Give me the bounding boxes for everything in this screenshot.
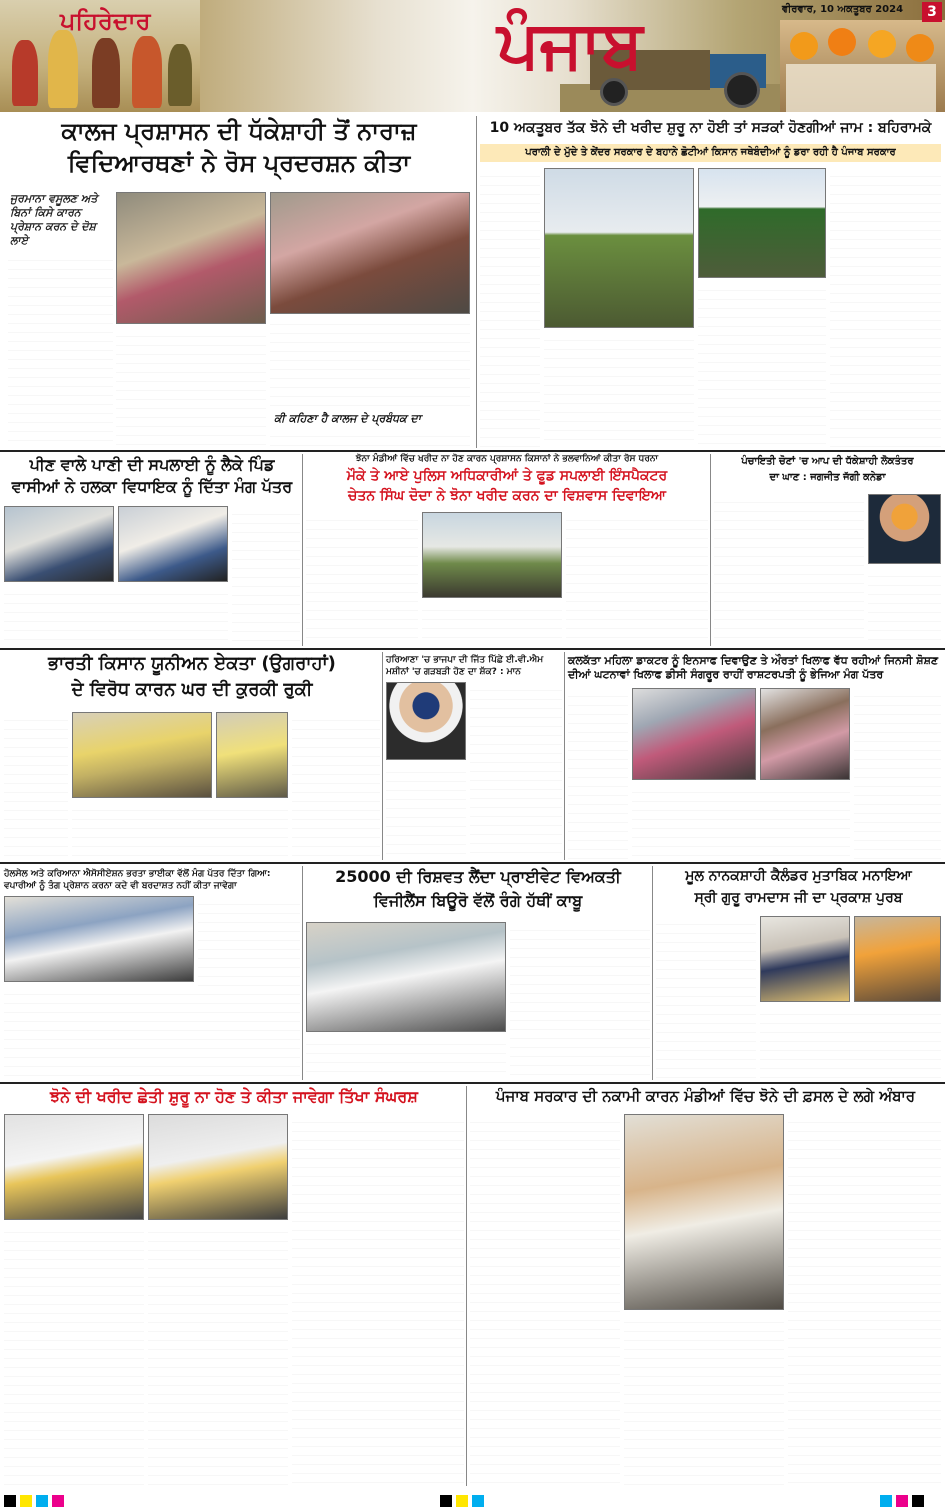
headline-line-2: ਸ੍ਰੀ ਗੁਰੂ ਰਾਮਦਾਸ ਜੀ ਦਾ ਪ੍ਰਕਾਸ਼ ਪੁਰਬ: [694, 890, 903, 906]
article-body-2: [624, 1314, 784, 1486]
article-body: [8, 252, 113, 448]
headline: ਪੀਣ ਵਾਲੇ ਪਾਣੀ ਦੀ ਸਪਲਾਈ ਨੂੰ ਲੈਕੇ ਪਿੰਡ: [29, 455, 275, 474]
article-body-3: [698, 282, 826, 448]
article-body: [232, 506, 300, 646]
masthead-date: ਵੀਰਵਾਰ, 10 ਅਕਤੂਬਰ 2024: [782, 4, 904, 15]
masthead: [0, 0, 945, 112]
article-body-2: [632, 784, 850, 860]
article-drinking-water: [4, 454, 300, 646]
article-vigilance-bribe: [306, 866, 650, 1080]
article-body-2: [868, 568, 941, 646]
headline-line-2: ਵਿਦਿਆਰਥਣਾਂ ਨੇ ਰੋਸ ਪ੍ਰਦਰਸ਼ਨ ਕੀਤਾ: [67, 149, 411, 177]
article-photo: [422, 512, 562, 598]
article-body: [4, 712, 68, 860]
headline: ਕਲਕੱਤਾ ਮਹਿਲਾ ਡਾਕਟਰ ਨੂੰ ਇਨਸਾਫ ਦਿਵਾਉਣ ਤੇ ਔਰਤਾਂ ਖਿਲਾਫ ਵੱਧ ਰਹੀਆਂ ਜਿਨਸੀ ਸ਼ੋਸ਼ਣ ਦੀਆਂ ਘਟਨਾਵਾਂ ਖਿਲਾਫ ਡੀਸੀ ਸੰਗਰੂਰ ਰਾਹੀਂ ਰਾਸ਼ਟਰਪਤੀ ਨੂੰ ਭੇਜਿਆ ਮੰਗ ਪੱਤਰ: [568, 654, 939, 681]
article-photo: [4, 896, 194, 982]
subhead: ਪਰਾਲੀ ਦੇ ਮੁੱਦੇ ਤੇ ਕੇਂਦਰ ਸਰਕਾਰ ਦੇ ਬਹਾਨੇ ਛੋਟੀਆਂ ਕਿਸਾਨ ਜਥੇਬੰਦੀਆਂ ਨੂੰ ਡਰਾ ਰਹੀ ਹੈ ਪੰਜਾਬ ਸਰਕਾਰ: [480, 144, 941, 162]
article-photo: [116, 192, 266, 324]
article-body-2: [422, 602, 562, 646]
article-body-2: [306, 1036, 506, 1080]
subhead: ਜੁਰਮਾਨਾ ਵਸੂਲਣ ਅਤੇ ਬਿਨਾਂ ਕਿਸੇ ਕਾਰਨ ਪ੍ਰੇਸ਼ਾਨ ਕਰਨ ਦੇ ਦੋਸ਼ ਲਾਏ: [10, 192, 98, 247]
section-name: ਪਹਿਰੇਦਾਰ: [60, 6, 151, 35]
article-photo-2: [270, 192, 470, 314]
article-body-3: [788, 1114, 941, 1486]
print-registration-strip: [0, 1490, 945, 1507]
article-photo-2: [760, 688, 850, 780]
headline: ਮੂਲ ਨਾਨਕਸ਼ਾਹੀ ਕੈਲੰਡਰ ਮੁਤਾਬਿਕ ਮਨਾਇਆ: [685, 868, 912, 884]
article-photo-2: [118, 506, 228, 582]
headline: ਹੋਲਸੇਲ ਅਤੇ ਕਰਿਆਨਾ ਐਸੋਸੀਏਸ਼ਨ ਭਰਤਾ ਭਾਈਕਾ ਵੱਲੋਂ ਮੰਗ ਪੱਤਰ ਦਿੱਤਾ ਗਿਆ: ਵਪਾਰੀਆਂ ਨੂੰ ਤੰਗ ਪ੍ਰੇਸ਼ਾਨ ਕਰਨਾ ਕਦੇ ਵੀ ਬਰਦਾਸ਼ਤ ਨਹੀਂ ਕੀਤਾ ਜਾਵੇਗਾ: [4, 869, 271, 891]
page-number: 3: [922, 2, 942, 22]
article-wholesale-association: [4, 866, 300, 1080]
headline-line-2: ਦਾ ਘਾਣ : ਜਗਜੀਤ ਜੱਗੀ ਕਨੇਡਾ: [769, 472, 886, 483]
headline: ਪੰਜਾਬ ਸਰਕਾਰ ਦੀ ਨਕਾਮੀ ਕਾਰਨ ਮੰਡੀਆਂ ਵਿੱਚ ਝੋਨੇ ਦੀ ਫ਼ਸਲ ਦੇ ਲਗੇ ਅੰਬਾਰ: [495, 1087, 916, 1105]
article-body-3: [148, 1224, 288, 1486]
article-body-2: [4, 986, 300, 1080]
article-body: [292, 1114, 464, 1486]
article-body-2: [544, 332, 694, 448]
article-nanakshahi-calendar: [656, 866, 941, 1080]
article-photo: [306, 922, 506, 1032]
article-photo-2: [148, 1114, 288, 1220]
headline-line-2: ਦੇ ਵਿਰੋਧ ਕਾਰਨ ਘਰ ਦੀ ਕੁਰਕੀ ਰੁਕੀ: [71, 679, 313, 700]
article-body-2: [292, 712, 380, 860]
pullquote: ਕੀ ਕਹਿਣਾ ਹੈ ਕਾਲਜ ਦੇ ਪ੍ਰਬੰਧਕ ਦਾ: [274, 412, 421, 425]
article-photo: [4, 1114, 144, 1220]
article-body: [656, 916, 756, 1080]
article-body-3: [270, 316, 470, 406]
article-photo: [544, 168, 694, 328]
article-photo-2: [698, 168, 826, 278]
article-college-protest: [4, 116, 474, 448]
kicker: ਝੋਨਾ ਮੰਡੀਆਂ ਵਿੱਚ ਖਰੀਦ ਨਾ ਹੋਣ ਕਾਰਨ ਪ੍ਰਸ਼ਾਸਨ ਕਿਸਾਨਾਂ ਨੇ ਭਲਵਾਨਿਆਂ ਕੀਤਾ ਰੋਸ ਧਰਨਾ: [355, 454, 659, 464]
article-body: [470, 682, 562, 860]
article-photo: [72, 712, 212, 798]
article-body-3: [566, 512, 708, 646]
article-kolkata-doctor: [568, 652, 941, 860]
headline: ਝੋਨੇ ਦੀ ਖਰੀਦ ਛੇਤੀ ਸ਼ੁਰੂ ਨਾ ਹੋਣ ਤੇ ਕੀਤਾ ਜਾਵੇਗਾ ਤਿੱਖਾ ਸੰਘਰਸ਼: [50, 1087, 418, 1106]
article-paddy-procurement: [480, 116, 941, 448]
article-evm-mann: [386, 652, 562, 860]
masthead-title: ਪੰਜਾਬ: [497, 5, 643, 83]
article-body-2: [760, 1006, 941, 1080]
headline-line-2: ਵਾਸੀਆਂ ਨੇ ਹਲਕਾ ਵਿਧਾਇਕ ਨੂੰ ਦਿੱਤਾ ਮੰਗ ਪੱਤਰ: [11, 477, 293, 496]
portrait-photo: [868, 494, 941, 564]
article-photo: [624, 1114, 784, 1310]
article-food-supply-inspector: [306, 454, 708, 646]
article-body-3: [854, 688, 941, 860]
headline: 25000 ਦੀ ਰਿਸ਼ਵਤ ਲੈਂਦਾ ਪ੍ਰਾਈਵੇਟ ਵਿਅਕਤੀ: [335, 867, 621, 886]
article-photo-2: [216, 712, 288, 798]
article-body: [714, 494, 864, 646]
article-paddy-struggle: [4, 1086, 464, 1486]
article-body-2: [4, 1224, 144, 1486]
article-body: [306, 512, 418, 646]
article-photo: [760, 916, 850, 1002]
article-body: [510, 922, 650, 1080]
article-photo-2: [854, 916, 941, 1002]
article-body-3: [72, 802, 288, 860]
masthead-right-artwork: [780, 20, 945, 112]
article-paddy-heaps: [470, 1086, 941, 1486]
headline: ਕਾਲਜ ਪ੍ਰਸ਼ਾਸਨ ਦੀ ਧੱਕੇਸ਼ਾਹੀ ਤੋਂ ਨਾਰਾਜ਼: [61, 117, 417, 145]
headline: ਪੰਚਾਇਤੀ ਚੋਣਾਂ 'ਚ ਆਪ ਦੀ ਧੱਕੇਸ਼ਾਹੀ ਲੋਕਤੰਤਰ: [741, 456, 914, 467]
article-body-2: [4, 586, 228, 646]
article-body-4: [830, 168, 941, 448]
article-panchayat-elections: [714, 454, 941, 646]
headline: ਭਾਰਤੀ ਕਿਸਾਨ ਯੂਨੀਅਨ ਏਕਤਾ (ਉਗਰਾਹਾਂ): [48, 653, 336, 674]
portrait-photo: [386, 682, 466, 760]
article-body-2: [386, 764, 466, 860]
headline: ਹਰਿਆਣਾ 'ਚ ਭਾਜਪਾ ਦੀ ਜਿੱਤ ਪਿੱਛੇ ਈ.ਵੀ.ਐਮ ਮਸ਼ੀਨਾਂ 'ਚ ਗੜਬੜੀ ਹੋਣ ਦਾ ਸ਼ੱਕ? : ਮਾਨ: [386, 655, 544, 677]
article-photo: [4, 506, 114, 582]
article-photo: [632, 688, 756, 780]
headline-line-2: ਚੇਤਨ ਸਿੰਘ ਦੋਦਾ ਨੇ ਝੋਨਾ ਖਰੀਦ ਕਰਨ ਦਾ ਵਿਸ਼ਵਾਸ ਦਿਵਾਇਆ: [347, 488, 667, 504]
article-bku-ugrahan: [4, 652, 380, 860]
article-body: [568, 688, 628, 860]
article-body: [470, 1114, 620, 1486]
headline: ਮੌਕੇ ਤੇ ਆਏ ਪੁਲਿਸ ਅਧਿਕਾਰੀਆਂ ਤੇ ਫੂਡ ਸਪਲਾਈ ਇੰਸਪੈਕਟਰ: [346, 468, 668, 484]
article-body-4: [270, 428, 470, 448]
headline: 10 ਅਕਤੂਬਰ ਤੱਕ ਝੋਨੇ ਦੀ ਖਰੀਦ ਸ਼ੁਰੂ ਨਾ ਹੋਈ ਤਾਂ ਸੜਕਾਂ ਹੋਣਗੀਆਂ ਜਾਮ : ਬਹਿਰਾਮਕੇ: [489, 120, 932, 136]
headline-line-2: ਵਿਜੀਲੈਂਸ ਬਿਊਰੋ ਵੱਲੋਂ ਰੰਗੇ ਹੱਥੀਂ ਕਾਬੂ: [373, 891, 583, 910]
article-body-2: [116, 328, 266, 448]
article-body: [198, 896, 300, 986]
article-body: [480, 168, 540, 448]
